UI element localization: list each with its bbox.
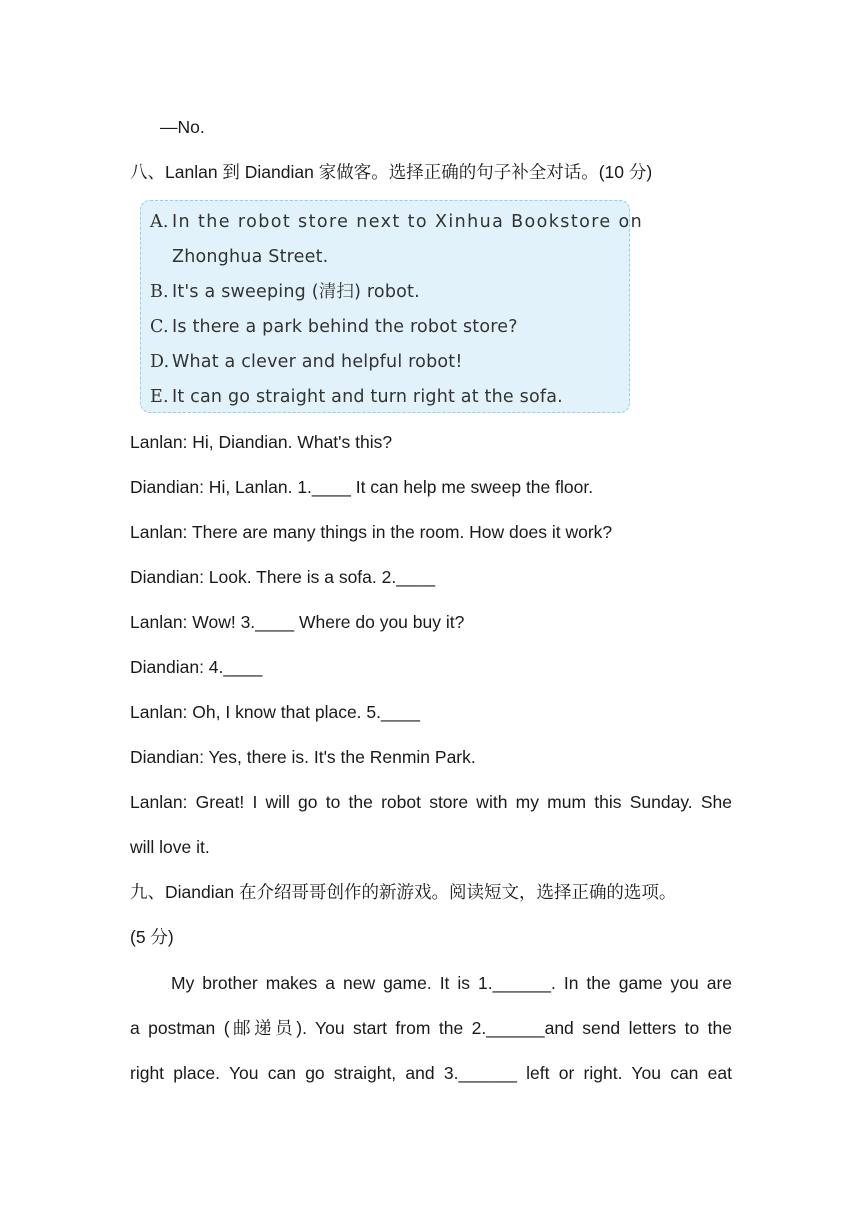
option-e <box>150 385 563 409</box>
dialogue-line: Lanlan: Oh, I know that place. 5.____ <box>130 702 420 722</box>
option-letter: A. <box>150 212 169 232</box>
section-8-heading: 八、Lanlan 到 Diandian 家做客。选择正确的句子补全对话。(10 分) <box>130 162 653 182</box>
dialogue-line: Diandian: 4.____ <box>130 657 263 677</box>
option-text: Is there a park behind the robot store? <box>172 317 518 337</box>
dialogue-line: Diandian: Look. There is a sofa. 2.____ <box>130 567 436 587</box>
option-text: It can go straight and turn right at the sofa. <box>172 387 563 407</box>
option-text: It's a sweeping (清扫) robot. <box>172 282 420 302</box>
section-9-heading: 九、Diandian 在介绍哥哥创作的新游戏。阅读短文，选择正确的选项。 <box>130 882 677 902</box>
dialogue-line: will love it. <box>130 837 210 857</box>
dialogue-line: Lanlan: Great! I will go to the robot store with my mum this Sunday. She <box>130 792 732 812</box>
option-a-continued: Zhonghua Street. <box>172 247 329 267</box>
dialogue-line: Diandian: Yes, there is. It's the Renmin Park. <box>130 747 476 767</box>
option-letter: B. <box>150 282 169 302</box>
option-text: What a clever and helpful robot! <box>172 352 463 372</box>
passage-line: a postman (邮递员). You start from the 2.______and send letters to the <box>130 1018 732 1038</box>
option-b <box>150 280 420 304</box>
dialogue-line: Lanlan: Hi, Diandian. What's this? <box>130 432 393 452</box>
option-letter: D. <box>150 352 170 372</box>
option-text: In the robot store next to Xinhua Bookstore on <box>172 212 644 232</box>
dialogue-line: Lanlan: Wow! 3.____ Where do you buy it? <box>130 612 465 632</box>
passage-line: My brother makes a new game. It is 1.______. In the game you are <box>171 973 732 993</box>
option-letter: E. <box>150 387 169 407</box>
option-d <box>150 350 463 374</box>
option-a <box>150 210 643 234</box>
passage-line: right place. You can go straight, and 3.______ left or right. You can eat <box>130 1063 732 1083</box>
previous-answer: —No. <box>160 117 205 137</box>
section-9-heading-points: (5 分) <box>130 927 174 947</box>
option-letter: C. <box>150 317 169 337</box>
dialogue-line: Diandian: Hi, Lanlan. 1.____ It can help me sweep the floor. <box>130 477 594 497</box>
option-c <box>150 315 518 339</box>
dialogue-line: Lanlan: There are many things in the room. How does it work? <box>130 522 613 542</box>
options-box <box>140 200 644 413</box>
